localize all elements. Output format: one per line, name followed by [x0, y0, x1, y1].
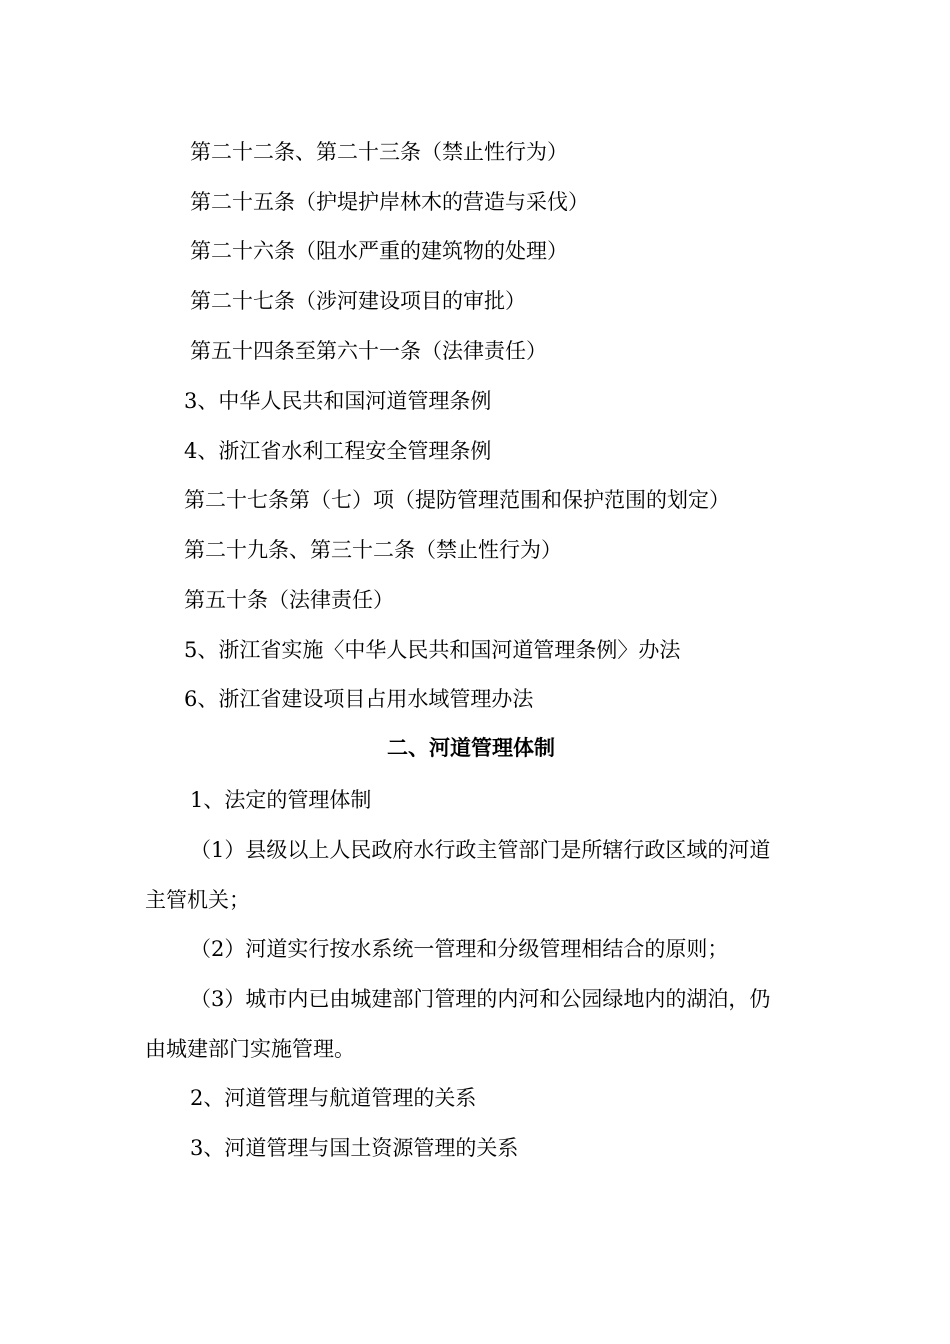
- article-line-27: 第二十七条（涉河建设项目的审批）: [190, 289, 526, 313]
- article-line-54-61: 第五十四条至第六十一条（法律责任）: [190, 339, 547, 363]
- article-line-22-23: 第二十二条、第二十三条（禁止性行为）: [190, 140, 568, 164]
- paragraph-1-line-1: （1）县级以上人民政府水行政主管部门是所辖行政区域的河道: [190, 838, 771, 862]
- subsection-3: 3、河道管理与国土资源管理的关系: [190, 1136, 519, 1160]
- article-line-50: 第五十条（法律责任）: [184, 588, 394, 612]
- paragraph-3-line-1: （3）城市内已由城建部门管理的内河和公园绿地内的湖泊，仍: [190, 987, 771, 1011]
- article-line-25: 第二十五条（护堤护岸林木的营造与采伐）: [190, 190, 589, 214]
- subsection-2: 2、河道管理与航道管理的关系: [190, 1086, 477, 1110]
- list-item-3: 3、中华人民共和国河道管理条例: [184, 389, 492, 413]
- paragraph-2: （2）河道实行按水系统一管理和分级管理相结合的原则；: [190, 937, 729, 961]
- article-line-27-7: 第二十七条第（七）项（提防管理范围和保护范围的划定）: [184, 488, 730, 512]
- article-line-26: 第二十六条（阻水严重的建筑物的处理）: [190, 239, 568, 263]
- subsection-1: 1、法定的管理体制: [190, 788, 372, 812]
- list-item-5: 5、浙江省实施〈中华人民共和国河道管理条例〉办法: [184, 638, 681, 662]
- article-line-29-32: 第二十九条、第三十二条（禁止性行为）: [184, 538, 562, 562]
- list-item-6: 6、浙江省建设项目占用水域管理办法: [184, 687, 534, 711]
- paragraph-3-line-2: 由城建部门实施管理。: [145, 1037, 355, 1061]
- section-heading: 二、河道管理体制: [387, 736, 555, 760]
- list-item-4: 4、浙江省水利工程安全管理条例: [184, 439, 492, 463]
- paragraph-1-line-2: 主管机关；: [145, 888, 250, 912]
